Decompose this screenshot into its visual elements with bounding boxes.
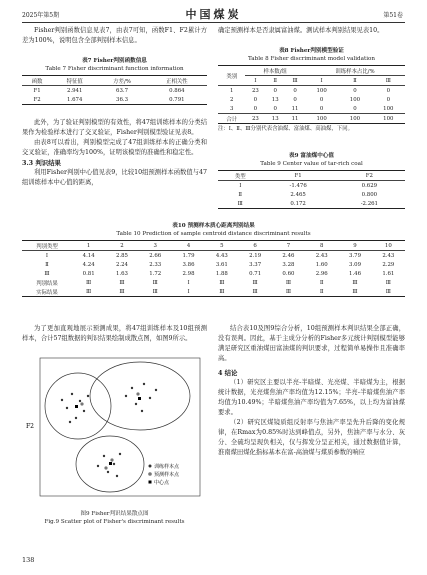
table-8-title-en: Table 8 Fisher discriminant model validation — [248, 56, 375, 62]
table-cell: 3.28 — [282, 261, 295, 268]
table-cell: 2.33 — [149, 261, 162, 268]
table-7-title-en: Table 7 Fisher discriminant function information — [45, 66, 184, 72]
table-cell: 1.61 — [382, 270, 395, 277]
table-7-header: 特征值 — [66, 78, 83, 85]
table-row — [218, 86, 405, 96]
table-cell: 合计 — [226, 116, 238, 123]
table-10-title-cn: 表10 预测样本质心距离判别结果 — [172, 223, 255, 229]
table-cell: 3 — [230, 105, 234, 112]
table-cell: 0.629 — [361, 182, 378, 189]
table-cell: 2.24 — [115, 261, 128, 268]
table-cell: 0 — [386, 96, 390, 103]
table-row — [218, 104, 405, 114]
table-cell: F1 — [33, 87, 41, 94]
table-cell: Ⅱ — [45, 261, 49, 268]
table-cell: 2.43 — [382, 252, 395, 259]
journal-title: 中国煤炭 — [185, 8, 242, 21]
table-cell: Ⅲ — [86, 279, 92, 286]
table-cell: Ⅱ — [238, 191, 243, 198]
left-paragraph-2 — [22, 118, 207, 188]
table-cell: 2.66 — [149, 252, 162, 259]
table-cell: Ⅰ — [187, 279, 190, 286]
table-9-grid — [218, 170, 405, 209]
table-row — [22, 95, 207, 105]
table-cell: 0.71 — [249, 270, 262, 277]
table-cell: 36.3 — [116, 96, 129, 103]
paragraph-analysis: 结合表10及图9综合分析，10组预测样本判识结果全部正确，没有误判。因此，基于主成分分析的Fisher多元统计判别模型能够满足研究区重油煤田富油煤的判识要求，过程简单易操作且准确率高。 — [218, 325, 405, 362]
table-cell: 2.46 — [282, 252, 295, 259]
volume-label: 第51卷 — [383, 12, 403, 19]
table-cell: 3.79 — [349, 252, 362, 259]
paragraph-conclusion-1: （1）研究区主要以半亮-半暗煤、光亮煤、半暗煤为主，根据统计数据，光亮煤焦油产率均值为12.15%；半亮-半暗煤焦油产率均值为10.49%；半暗煤焦油产率均值为7.65%，以上均为富油煤要求。 — [218, 379, 405, 416]
table-cell: -2.261 — [360, 200, 378, 207]
table-cell: 1 — [230, 87, 234, 94]
table-cell: Ⅲ — [352, 279, 358, 286]
left-paragraph-3 — [22, 324, 207, 344]
table-8-subheader: Ⅱ — [353, 77, 357, 84]
table-cell: 2.19 — [249, 252, 262, 259]
table-8-subheader: Ⅱ — [273, 77, 278, 84]
table-10-col-header: 4 — [186, 242, 191, 249]
table-cell: 0 — [253, 105, 258, 112]
figure-9 — [22, 356, 207, 525]
paragraph-scatter-intro: 为了更加直观地展示预测成果，将47组训练样本及10组预测样本，合计57组数据的判识结果绘制成散点图，如图9所示。 — [22, 325, 207, 342]
table-cell: Ⅲ — [86, 288, 92, 295]
table-10-col-header: 1 — [86, 242, 91, 249]
scatter-plot — [22, 356, 207, 506]
table-cell: 0.864 — [169, 87, 185, 94]
table-cell: 1.60 — [315, 261, 328, 268]
table-9-title-en: Table 9 Center value of tar-rich coal — [260, 161, 363, 167]
table-10-col-header: 2 — [120, 242, 124, 249]
table-cell: Ⅱ — [319, 288, 324, 295]
y-axis-label: F2 — [26, 423, 34, 430]
table-cell: 0.800 — [361, 191, 378, 198]
table-8-group-count: 样本数/组 — [245, 66, 304, 76]
table-cell: 1.88 — [215, 270, 228, 277]
section-3-3-heading: 3.3 判识结果 — [22, 159, 61, 167]
table-cell: 1.46 — [349, 270, 362, 277]
table-cell: 0 — [386, 87, 390, 94]
table-cell: 11 — [291, 115, 299, 122]
table-cell: 11 — [291, 105, 299, 112]
paragraph-conclusion-2: （2）研究区煤镜质组反射率与焦油产率呈先升后降的变化规律，在Rmax为0.85%时达到峰值点，另外，焦油产率与水分、灰分、全硫均呈现负相关，仅与挥发分呈正相关，通过数据值计算，淮南煤田煤化指标基本在富-高油煤与煤质参数的响应 — [218, 419, 405, 456]
table-row — [22, 278, 405, 287]
table-cell: 4.14 — [82, 252, 95, 259]
table-10-col-header: 10 — [384, 242, 392, 249]
table-cell: Ⅰ — [187, 288, 190, 295]
table-cell: F2 — [33, 96, 41, 103]
table-10-col-header: 5 — [220, 242, 224, 249]
table-10-col-header: 7 — [286, 242, 291, 249]
table-cell: Ⅱ — [319, 279, 324, 286]
table-10-grid — [22, 240, 405, 297]
table-8-subheader: Ⅲ — [292, 77, 298, 84]
table-cell: 2.29 — [382, 261, 395, 268]
table-cell: 0.791 — [169, 96, 185, 103]
table-cell: 0 — [273, 87, 277, 94]
table-cell: 2.96 — [315, 270, 328, 277]
table-cell: Ⅲ — [385, 279, 391, 286]
table-cell: Ⅲ — [219, 288, 225, 295]
table-row — [218, 199, 405, 209]
table-cell: 3.09 — [349, 261, 362, 268]
issue-label: 2025年第5期 — [22, 12, 60, 19]
table-10-col-header: 3 — [153, 242, 157, 249]
table-cell: 0 — [319, 105, 324, 112]
table-cell: 100 — [349, 96, 361, 103]
table-10 — [22, 222, 405, 297]
table-cell: 0.172 — [290, 200, 306, 207]
table-row — [218, 190, 405, 199]
table-8-group-percent: 训练样本占比/% — [305, 66, 405, 76]
paragraph-fisher-info: Fisher判别函数信息见表7，由表7可知，函数F1、F2累计方差为100%，说明包含全部判别样本信息。 — [22, 27, 207, 44]
table-cell: 100 — [316, 87, 327, 94]
table-cell: -1.476 — [289, 182, 307, 189]
table-cell: 63.7 — [116, 87, 129, 94]
table-cell: 0 — [353, 87, 357, 94]
table-cell: 0.81 — [82, 270, 95, 277]
table-cell: 100 — [316, 115, 327, 122]
table-cell: 4.24 — [82, 261, 95, 268]
table-cell: 3.37 — [249, 261, 262, 268]
table-row — [218, 114, 405, 124]
table-row — [22, 260, 405, 269]
table-cell: 2.85 — [115, 252, 128, 259]
table-cell: 判别结果 — [36, 280, 58, 287]
paragraph-centroid: 利用Fisher判别中心值见表9，比较10组预测样本函数值与47组训练样本中心值的距离， — [22, 169, 207, 186]
table-cell: 1.63 — [115, 270, 128, 277]
legend-center: 中心点 — [154, 480, 170, 486]
header-rule — [22, 22, 405, 23]
table-cell: 100 — [383, 105, 394, 112]
table-cell: Ⅲ — [119, 279, 125, 286]
table-10-row-label: 判别类型 — [36, 243, 58, 250]
table-7-header: 正相关性 — [166, 78, 188, 85]
table-cell: 0 — [353, 105, 357, 112]
table-9-title-cn: 表9 富油煤中心值 — [289, 153, 334, 159]
table-7-grid — [22, 75, 207, 105]
table-10-col-header: 8 — [320, 242, 324, 249]
table-7 — [22, 57, 207, 105]
table-cell: 0 — [293, 96, 297, 103]
table-cell: Ⅲ — [152, 279, 158, 286]
table-cell: 2.98 — [182, 270, 195, 277]
table-cell: Ⅲ — [152, 288, 158, 295]
table-cell: Ⅲ — [285, 288, 292, 295]
table-9 — [218, 152, 405, 209]
table-cell: 2.941 — [66, 87, 83, 94]
paragraph-accuracy: 由表8可以看出，判别模型完成了47组训练样本的正确分类和交叉验证，准确率均为100%，证明该模型的准确性和稳定性。 — [22, 139, 207, 156]
section-4-heading: 4 结论 — [218, 369, 238, 377]
table-cell: Ⅲ — [44, 270, 50, 277]
table-cell: 23 — [251, 115, 259, 122]
table-cell: Ⅲ — [237, 200, 243, 207]
table-cell: 0 — [293, 87, 297, 94]
table-cell: Ⅰ — [239, 182, 242, 189]
table-cell: Ⅲ — [385, 288, 391, 295]
table-row — [22, 86, 207, 96]
figure-9-caption-en: Fig.9 Scatter plot of Fisher's discriminant results — [44, 519, 185, 525]
table-cell: 实际结果 — [36, 289, 58, 296]
figure-9-caption-cn: 图9 Fisher判识结果散点图 — [80, 511, 149, 517]
table-8 — [218, 47, 405, 134]
table-cell: 23 — [251, 87, 259, 94]
table-cell: 3.86 — [182, 261, 195, 268]
table-cell: 0.60 — [282, 270, 295, 277]
page-number: 138 — [22, 556, 35, 564]
table-9-header: F1 — [294, 172, 302, 179]
paragraph-validation: 此外，为了验证判别模型的有效性，将47组训练样本的分类结果作为检验样本进行了交叉验证，Fisher判别模型验证见表8。 — [22, 119, 207, 136]
table-cell: Ⅰ — [45, 252, 49, 259]
table-10-col-header: 6 — [253, 242, 257, 249]
table-8-note: 注：Ⅰ、Ⅱ、Ⅲ分别代表含油煤、富油煤、高油煤，下同。 — [218, 126, 353, 132]
table-7-header: 方差/% — [113, 78, 131, 85]
table-10-title-en: Table 10 Prediction of sample centroid distance discriminant results — [116, 231, 311, 237]
table-cell: 0 — [273, 105, 277, 112]
table-8-subheader: Ⅰ — [254, 77, 257, 84]
table-cell: 2.465 — [290, 191, 306, 198]
table-cell: 100 — [383, 115, 394, 122]
table-cell: Ⅲ — [285, 279, 292, 286]
table-cell: 1.674 — [66, 96, 83, 103]
table-row — [22, 251, 405, 261]
table-9-header: F2 — [365, 172, 373, 179]
table-8-subheader: Ⅲ — [385, 77, 391, 84]
table-8-title-cn: 表8 Fisher判别模型验证 — [279, 48, 344, 54]
table-cell: 2 — [230, 96, 234, 103]
legend-train: 训练样本点 — [154, 464, 180, 470]
table-cell: 1.72 — [149, 270, 162, 277]
table-cell: 4.43 — [215, 252, 228, 259]
table-7-title-cn: 表7 Fisher判别函数信息 — [82, 58, 147, 64]
table-row — [218, 95, 405, 104]
table-7-header: 函数 — [31, 78, 43, 85]
table-row — [218, 181, 405, 191]
table-cell: 0 — [253, 96, 258, 103]
table-cell: Ⅲ — [352, 288, 358, 295]
table-cell: Ⅲ — [119, 288, 125, 295]
table-cell: 13 — [271, 115, 279, 122]
table-cell: Ⅲ — [252, 279, 258, 286]
table-8-grid — [218, 65, 405, 124]
left-paragraph-1 — [22, 26, 207, 46]
table-cell: Ⅲ — [219, 279, 225, 286]
paragraph-test-samples: 确定预测样本是否隶属富油煤。测试样本判别结果见表10。 — [218, 27, 384, 34]
table-cell: 2.43 — [315, 252, 328, 259]
table-10-col-header: 9 — [353, 242, 357, 249]
table-cell: Ⅲ — [252, 288, 258, 295]
table-cell: 1.79 — [182, 252, 195, 259]
table-row — [22, 287, 405, 297]
table-8-subheader: Ⅰ — [320, 77, 323, 84]
legend-predict: 预测样本点 — [154, 472, 180, 478]
table-cell: 100 — [349, 115, 361, 122]
right-paragraph-2 — [218, 324, 405, 458]
table-cell: 13 — [271, 96, 279, 103]
table-cell: 3.61 — [215, 261, 228, 268]
table-8-row-head: 类别 — [218, 66, 245, 86]
table-row — [22, 269, 405, 278]
table-9-header: 类型 — [234, 173, 246, 180]
table-cell: 0 — [319, 96, 324, 103]
right-paragraph-1 — [218, 26, 405, 36]
